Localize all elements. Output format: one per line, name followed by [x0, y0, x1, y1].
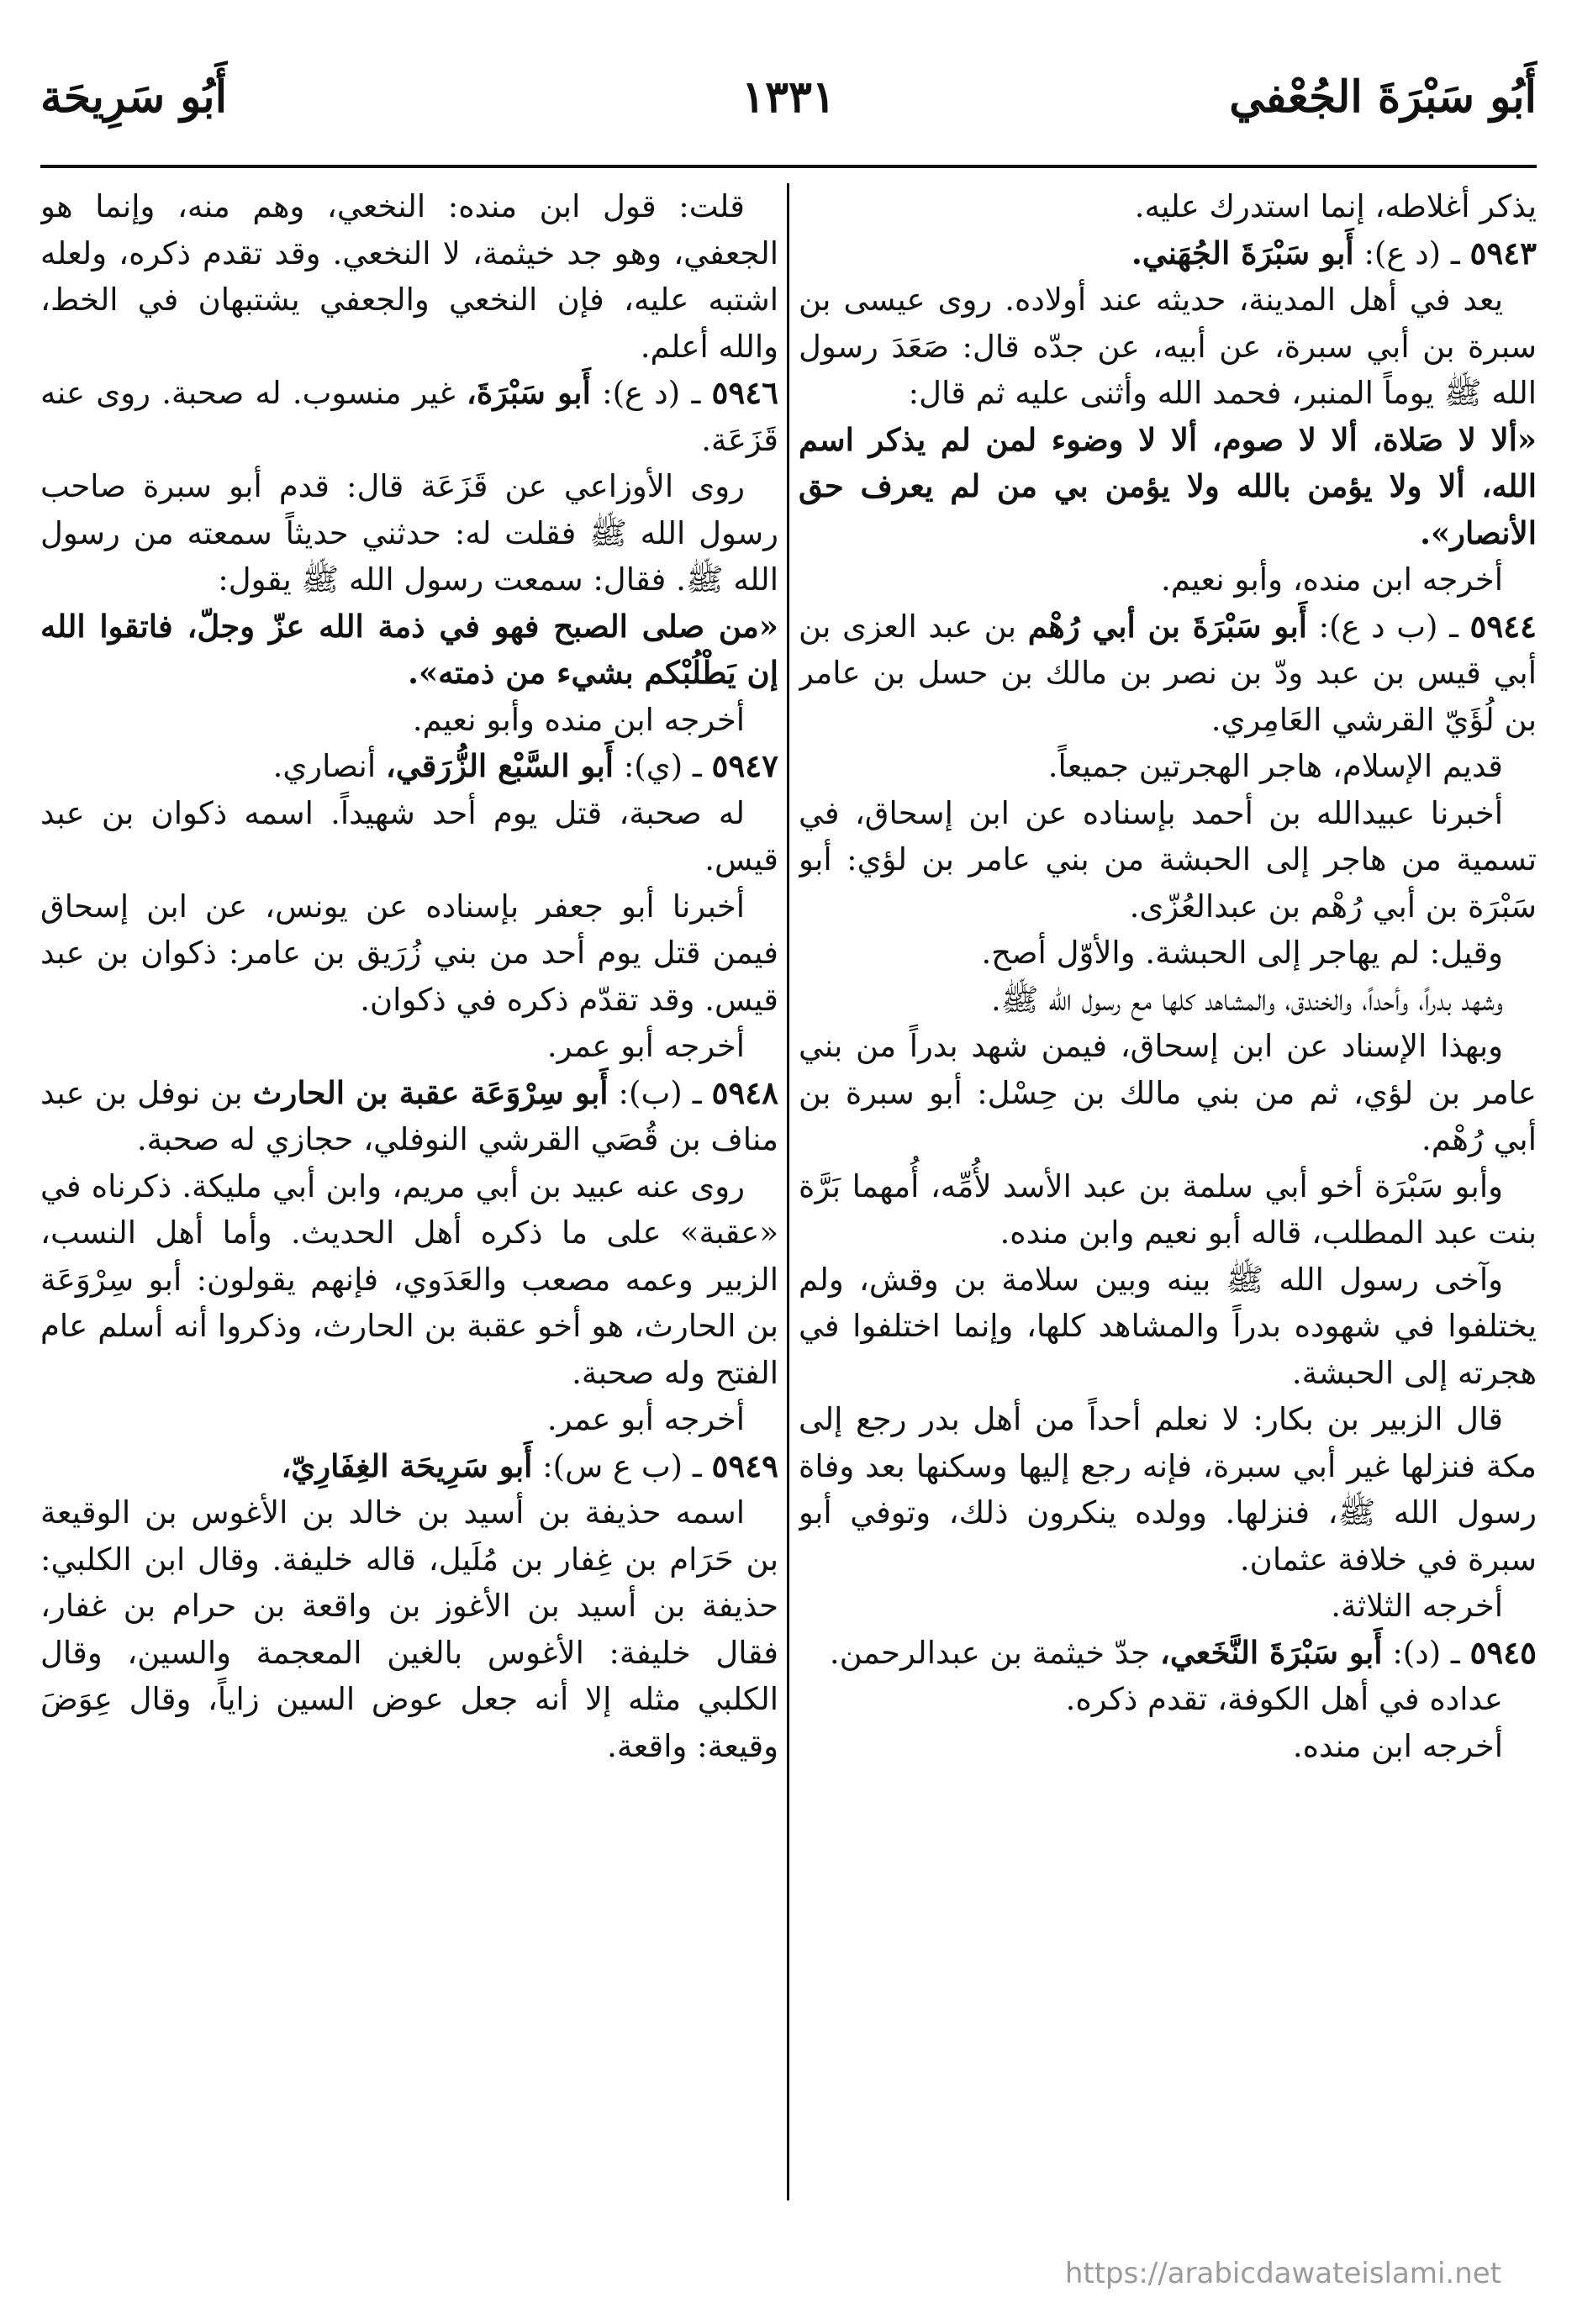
paragraph-text: عداده في أهل الكوفة، تقدم ذكره. [1065, 1681, 1503, 1717]
paragraph-text: روى الأوزاعي عن قَزَعَة قال: قدم أبو سبرة صاحب رسول الله ﷺ فقلت له: حدثني حديثاً سمعته من رسول الله ﷺ. فقال: سمعت رسول الله ﷺ يقول: [40, 468, 778, 598]
paragraph-text: وآخى رسول الله ﷺ بينه وبين سلامة بن وقش، ولم يختلفوا في شهوده بدراً والمشاهد كلها، وإنما اختلفوا في هجرته إلى الحبشة. [799, 1261, 1537, 1391]
entry-heading: ٥٩٤٣ ـ (د ع): أَبو سَبْرَةَ الجُهَني. [1131, 234, 1537, 271]
body-paragraph [40, 463, 778, 603]
paragraph-text: قديم الإسلام، هاجر الهجرتين جميعاً. [1047, 748, 1503, 784]
paragraph-text: أخرجه ابن منده وأبو نعيم. [412, 701, 745, 738]
entry-name: أَبو سَبْرَةَ، [466, 374, 591, 411]
body-paragraph [40, 1163, 778, 1397]
paragraph-text: وشهد بدراً، وأحداً، والخندق، والمشاهد كلها مع رسول الله ﷺ. [991, 981, 1503, 1018]
paragraph-text: أخبرنا أبو جعفر بإسناده عن يونس، عن ابن إسحاق فيمن قتل يوم أحد من بني زُرَيق بن عامر: ذكوان بن عبد قيس. وقد تقدّم ذكره في ذكوان. [40, 888, 778, 1018]
quote-text: «ألا لا صَلاة، ألا لا صوم، ألا لا وضوء لمن لم يذكر اسم الله، ألا ولا يؤمن بالله ولا يؤمن بي من لم يعرف حق الأنصار». [799, 420, 1537, 551]
entry-code: (د ع): [602, 375, 681, 411]
body-paragraph [799, 1257, 1537, 1397]
entry-description: غير منسوب. له صحبة. روى عنه قَزَعَة. [40, 375, 778, 458]
paragraph-text: قلت: قول ابن منده: النخعي، وهم منه، وإنما هو الجعفي، وهو جد خيثمة، لا النخعي. وقد تقدم ذكره، ولعله اشتبه عليه، فإن النخعي والجعفي يشتبهان في الخط، والله أعلم. [40, 188, 778, 365]
entry-code: (د ع): [1363, 235, 1442, 271]
watermark-url: https://arabicdawateislami.net [1064, 2257, 1501, 2290]
right-column [799, 183, 1537, 2200]
quote-text: «من صلى الصبح فهو في ذمة الله عزّ وجلّ، فاتقوا الله إن يَطْلُبْكم بشيء من ذمته». [40, 607, 778, 691]
entry-number: ٥٩٤٩ [711, 1447, 778, 1484]
header-rule [40, 165, 1537, 168]
body-paragraph [799, 1583, 1537, 1630]
body-paragraph [799, 1396, 1537, 1583]
entry-description: جدّ خيثمة بن عبدالرحمن. [829, 1634, 1151, 1671]
body-paragraph [799, 1023, 1537, 1163]
entry-number: ٥٩٤٦ [711, 374, 778, 411]
paragraph-text: له صحبة، قتل يوم أحد شهيداً. اسمه ذكوان بن عبد قيس. [40, 794, 778, 877]
paragraph-text: أخرجه الثلاثة. [1331, 1588, 1503, 1624]
paragraph-text: أخرجه أبو عمر. [546, 1028, 745, 1064]
entry-description: بن نوفل بن عبد مناف بن قُصَي القرشي النوفلي، حجازي له صحبة. [40, 1074, 778, 1157]
entry-heading: ٥٩٤٩ ـ (ب ع س): أَبو سَرِيحَة الغِفَارِيّ، [281, 1447, 778, 1484]
paragraph-text: يعد في أهل المدينة، حديثه عند أولاده. روى عيسى بن سبرة بن أبي سبرة، عن أبيه، عن جدّه قال: صَعَدَ رسول الله ﷺ يوماً المنبر، فحمد الله وأثنى عليه ثم قال: [799, 282, 1537, 411]
entry-code: (ب د ع): [1318, 608, 1438, 645]
body-paragraph [799, 930, 1537, 977]
entry-name: أَبو سَبْرَةَ النَّخَعي، [1159, 1633, 1383, 1671]
paragraph-text: أخرجه أبو عمر. [546, 1401, 745, 1437]
entry-description: أنصاري. [272, 748, 377, 784]
entry-number: ٥٩٤٣ [1469, 234, 1537, 271]
body-paragraph [40, 883, 778, 1024]
page-number: ١٣٣١ [741, 71, 836, 123]
entry-heading: ٥٩٤٦ ـ (د ع): أَبو سَبْرَةَ، غير منسوب. له صحبة. روى عنه قَزَعَة. [40, 374, 778, 458]
entry-heading: ٥٩٤٤ ـ (ب د ع): أَبو سَبْرَةَ بن أبي رُهْم بن عبد العزى بن أبي قيس بن عبد ودّ بن نصر بن مالك بن حسل بن عامر بن لُؤَيّ القرشي العَامِري. [799, 607, 1537, 738]
page-header [40, 67, 1537, 151]
entry-code: (ي): [623, 748, 683, 784]
body-paragraph [799, 277, 1537, 417]
body-paragraph [799, 556, 1537, 603]
hadith-quote [40, 603, 778, 697]
entry-name: أَبو سَرِيحَة الغِفَارِيّ، [281, 1447, 533, 1484]
entry-name: أَبو سِرْوَعَة عقبة بن الحارث [252, 1073, 609, 1111]
paragraph-text: أخرجه ابن منده، وأبو نعيم. [1160, 561, 1503, 598]
entry-number: ٥٩٤٥ [1469, 1633, 1537, 1671]
entry-heading: ٥٩٤٥ ـ (د): أَبو سَبْرَةَ النَّخَعي، جدّ خيثمة بن عبدالرحمن. [829, 1633, 1537, 1671]
entry-number: ٥٩٤٨ [711, 1073, 778, 1111]
entry-number: ٥٩٤٤ [1469, 607, 1537, 645]
left-column [40, 183, 778, 2200]
body-paragraph [40, 1023, 778, 1070]
paragraph-text: قال الزبير بن بكار: لا نعلم أحداً من أهل بدر رجع إلى مكة فنزلها غير أبي سبرة، فإنه رجع إليها وسكنها بعد وفاة رسول الله ﷺ، فنزلها. وولده ينكرون ذلك، وتوفي أبو سبرة في خلافة عثمان. [799, 1401, 1537, 1578]
paragraph-text: روى عنه عبيد بن أبي مريم، وابن أبي مليكة. ذكرناه في «عقبة» على ما ذكره أهل الحديث. وأما أهل النسب، الزبير وعمه مصعب والعَدَوي، فإنهم يقولون: أبو سِرْوَعَة بن الحارث، هو أخو عقبة بن الحارث، وذكروا أنه أسلم عام الفتح وله صحبة. [40, 1167, 778, 1391]
running-title-right: أَبُو سَبْرَةَ الجُعْفي [1229, 71, 1537, 123]
body-paragraph [40, 1396, 778, 1443]
body-paragraph [799, 743, 1537, 790]
paragraph-text: يذكر أغلاطه، إنما استدرك عليه. [1134, 188, 1537, 224]
body-paragraph [799, 1163, 1537, 1257]
entry-number: ٥٩٤٧ [711, 747, 778, 784]
entry-heading: ٥٩٤٨ ـ (ب): أَبو سِرْوَعَة عقبة بن الحارث بن نوفل بن عبد مناف بن قُصَي القرشي النوفلي، حجازي له صحبة. [40, 1073, 778, 1157]
column-divider [787, 183, 789, 2200]
entry-name: أَبو سَبْرَةَ الجُهَني. [1131, 234, 1354, 271]
running-title-left: أَبُو سَرِيحَة [40, 71, 228, 123]
entry-code: (ب): [618, 1074, 683, 1111]
entry-code: (د): [1392, 1634, 1442, 1671]
entry-heading: ٥٩٤٧ ـ (ي): أَبو السَّبْع الزُّرَقي، أنصاري. [272, 747, 778, 784]
paragraph-text: وأبو سَبْرَة أخو أبي سلمة بن عبد الأسد لأُمِّه، أُمهما بَرَّة بنت عبد المطلب، قاله أبو نعيم وابن منده. [799, 1167, 1537, 1251]
hadith-quote [799, 417, 1537, 557]
paragraph-text: وقيل: لم يهاجر إلى الحبشة. والأوّل أصح. [981, 935, 1503, 971]
body-paragraph [40, 183, 778, 370]
body-paragraph [40, 790, 778, 883]
body-paragraph [799, 1676, 1537, 1723]
entry-description: بن عبد العزى بن أبي قيس بن عبد ودّ بن نصر بن مالك بن حسل بن عامر بن لُؤَيّ القرشي العَامِري. [799, 608, 1537, 738]
body-paragraph [799, 1723, 1537, 1770]
entry-code: (ب ع س): [542, 1447, 683, 1484]
body-paragraph [799, 183, 1537, 230]
body-paragraph [40, 1489, 778, 1769]
paragraph-text: وبهذا الإسناد عن ابن إسحاق، فيمن شهد بدراً من بني عامر بن لؤي، ثم من بني مالك بن حِسْل: أبو سبرة بن أبي رُهْم. [799, 1028, 1537, 1157]
body-paragraph [40, 697, 778, 744]
paragraph-text: أخبرنا عبيدالله بن أحمد بإسناده عن ابن إسحاق، في تسمية من هاجر إلى الحبشة من بني عامر بن لؤي: أبو سَبْرَة بن أبي رُهْم بن عبدالعُزّى. [799, 794, 1537, 925]
body-paragraph [799, 977, 1537, 1024]
entry-name: أَبو السَّبْع الزُّرَقي، [385, 747, 614, 784]
paragraph-text: أخرجه ابن منده. [1292, 1727, 1503, 1764]
body-paragraph [799, 790, 1537, 930]
paragraph-text: اسمه حذيفة بن أسيد بن خالد بن الأغوس بن الوقيعة بن حَرَام بن غِفار بن مُلَيل، قاله خليفة. وقال ابن الكلبي: حذيفة بن أسيد بن الأغوز بن واقعة بن حرام بن غفار، فقال خليفة: الأغوس بالغين المعجمة والسين، وقال الكلبي مثله إلا أنه جعل عوض السين زاياً، وقال عِوَضَ وقيعة: واقعة. [40, 1494, 778, 1764]
entry-name: أَبو سَبْرَةَ بن أبي رُهْم [1027, 607, 1308, 645]
